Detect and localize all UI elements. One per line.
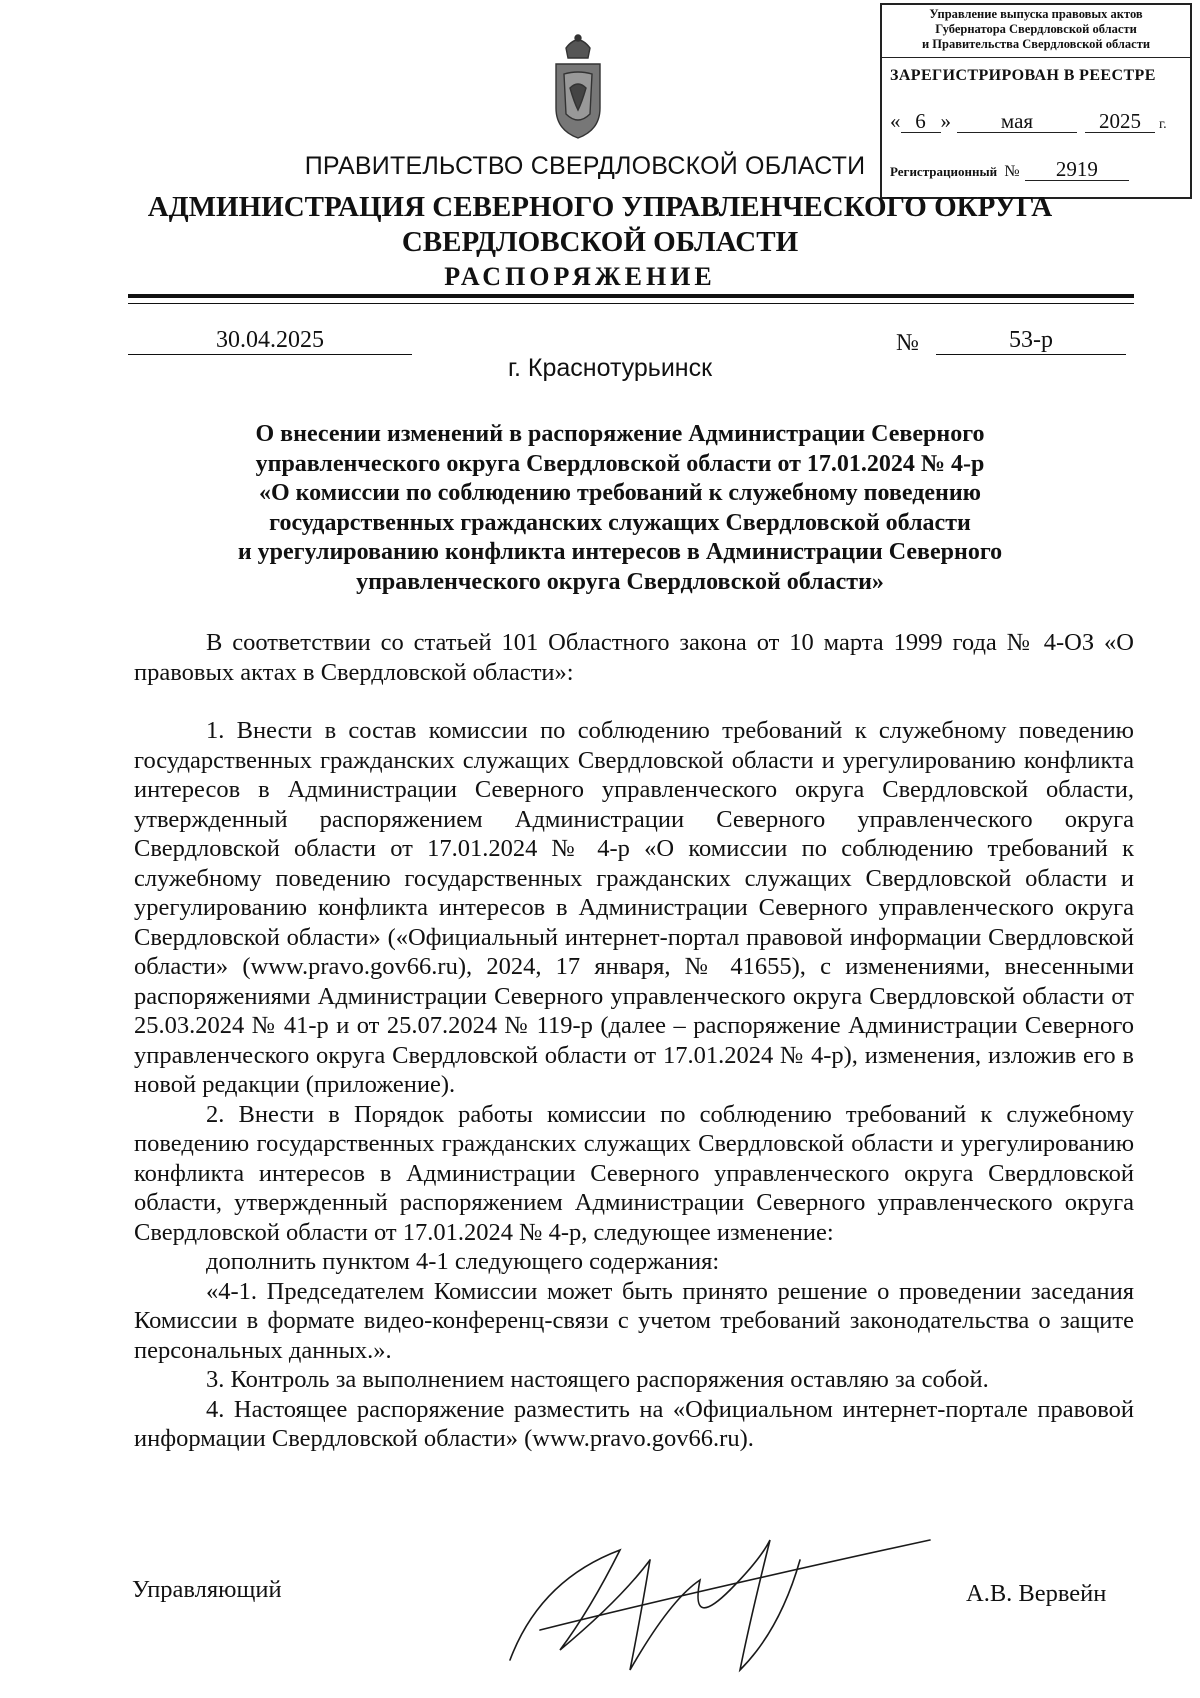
stamp-reg-number: Регистрационный № 2919 <box>890 157 1184 182</box>
stamp-year: 2025 <box>1085 110 1155 133</box>
document-city: г. Краснотурьинск <box>507 354 713 382</box>
document-number: 53-р <box>936 326 1126 355</box>
signer-name: А.В. Вервейн <box>966 1580 1107 1607</box>
item-1-paragraph: 1. Внести в состав комиссии по соблюдению требований к служебному поведению государственных гражданских служащих Свердловской области и урегулированию конфликта интересов в Администрации Северного управленческого округа Свердловской области, утвержденный распоряжением Администрации Северного управленческого округа Свердловской области от 17.01.2024 № 4-р «О комиссии по соблюдению требований к служебному поведению государственных гражданских служащих Свердловской области и урегулированию конфликта интересов в Администрации Северного управленческого округа Свердловской области» («Официальный интернет-портал правовой информации Свердловской области» (www.pravo.gov66.ru), 2024, 17 января, № 41655), с изменениями, внесенными распоряжениями Администрации Северного управленческого округа Свердловской области от 25.03.2024 № 41-р и от 25.07.2024 № 119-р (далее – распоряжение Администрации Северного управленческого округа Свердловской области от 17.01.2024 № 4-р), изменения, изложив его в новой редакции (приложение). <box>134 717 1134 1098</box>
item-4-paragraph: 4. Настоящее распоряжение разместить на «Официальном интернет-портале правовой информации Свердловской области» (www.pravo.gov66.ru). <box>134 1395 1134 1452</box>
number-sign: № <box>896 330 919 356</box>
stamp-registered-label: ЗАРЕГИСТРИРОВАН В РЕЕСТРЕ <box>890 67 1156 84</box>
document-body <box>134 628 1134 1454</box>
stamp-number-value: 2919 <box>1025 158 1129 181</box>
registration-stamp <box>880 3 1192 199</box>
header-rule-thick <box>128 294 1134 298</box>
signer-position: Управляющий <box>132 1576 282 1603</box>
document-type: РАСПОРЯЖЕНИЕ <box>444 262 716 291</box>
document-title: О внесении изменений в распоряжение Администрации Северного управленческого округа Свердловской области от 17.01.2024 № 4-р «О комиссии по соблюдению требований к служебному поведению государственных гражданских служащих Свердловской области и урегулированию конфликта интересов в Администрации Северного управленческого округа Свердловской области» <box>237 421 1003 595</box>
stamp-date: « 6 » мая 2025 г. <box>890 109 1167 133</box>
government-name: ПРАВИТЕЛЬСТВО СВЕРДЛОВСКОЙ ОБЛАСТИ <box>304 152 866 180</box>
preamble-paragraph: В соответствии со статьей 101 Областного закона от 10 марта 1999 года № 4-ОЗ «О правовых актах в Свердловской области»: <box>134 629 1134 686</box>
stamp-day: 6 <box>901 110 941 133</box>
stamp-divider <box>882 57 1190 58</box>
coat-of-arms-icon <box>552 30 604 142</box>
item-2-sub-paragraph: дополнить пунктом 4-1 следующего содержания: <box>206 1248 720 1275</box>
document-date: 30.04.2025 <box>128 326 412 355</box>
item-2-quote-paragraph: «4-1. Председателем Комиссии может быть принято решение о проведении заседания Комиссии в формате видео-конференц-связи с учетом требований законодательства о защите персональных данных.». <box>134 1277 1134 1364</box>
item-3-paragraph: 3. Контроль за выполнением настоящего распоряжения оставляю за собой. <box>206 1366 989 1393</box>
handwritten-signature <box>500 1520 940 1680</box>
header-rule-thin <box>128 303 1134 304</box>
stamp-organization: Управление выпуска правовых актов Губернатора Свердловской области и Правительства Свердловской области <box>921 7 1151 51</box>
item-2-paragraph: 2. Внести в Порядок работы комиссии по соблюдению требований к служебному поведению государственных гражданских служащих Свердловской области и урегулированию конфликта интересов в Администрации Северного управленческого округа Свердловской области, утвержденный распоряжением Администрации Северного управленческого округа Свердловской области от 17.01.2024 № 4-р, следующее изменение: <box>134 1100 1134 1246</box>
stamp-month: мая <box>957 110 1077 133</box>
administration-name: АДМИНИСТРАЦИЯ СЕВЕРНОГО УПРАВЛЕНЧЕСКОГО ОКРУГА СВЕРДЛОВСКОЙ ОБЛАСТИ <box>147 191 1053 258</box>
